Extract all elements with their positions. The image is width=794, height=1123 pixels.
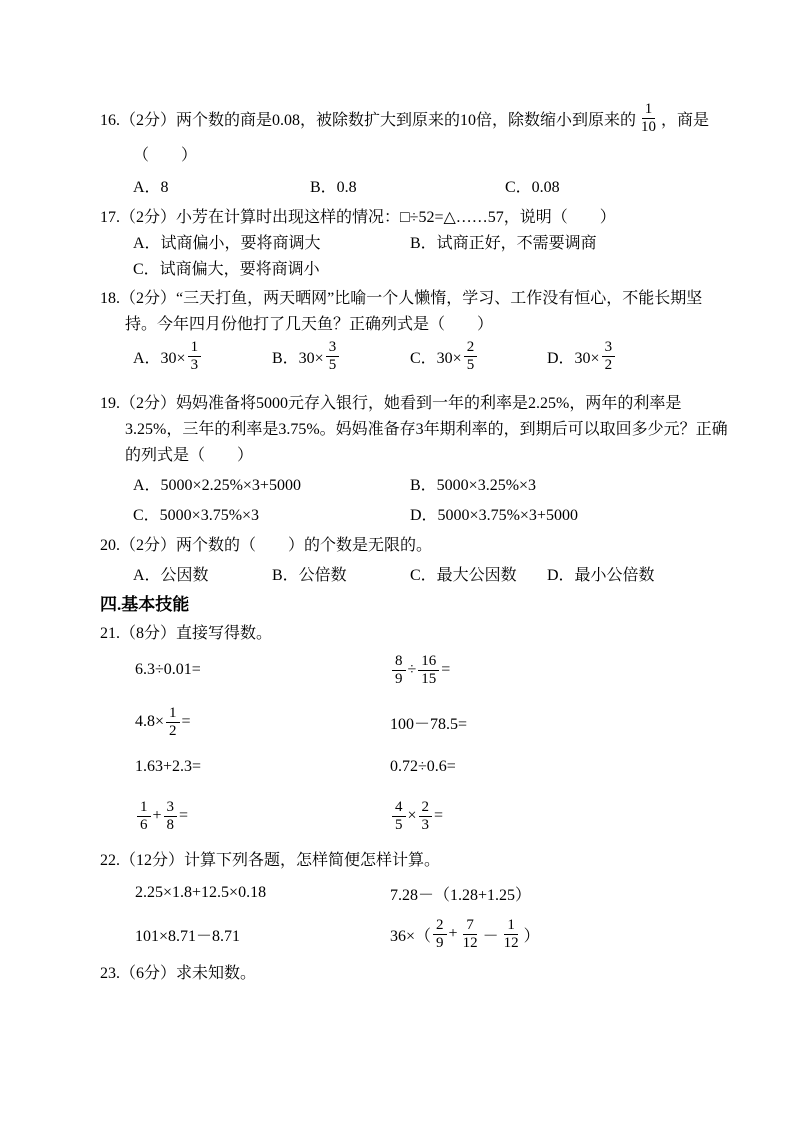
fraction-denominator: 5 <box>328 356 337 373</box>
text-run: 16.（2分）两个数的商是0.08，被除数扩大到原来的10倍，除数缩小到原来的 <box>100 111 637 129</box>
question-18-option-d <box>547 335 617 377</box>
text-run: C．最大公因数 <box>410 566 517 584</box>
calc-22-item-4 <box>390 912 540 956</box>
calc-21-item-3 <box>135 700 191 744</box>
text-run: D．最小公倍数 <box>547 566 655 584</box>
question-16-line-2 <box>133 140 197 166</box>
text-run: ，商是 <box>661 111 710 129</box>
text-run: B．5000×3.25%×3 <box>410 476 537 494</box>
text-run: － <box>482 927 499 945</box>
fraction-numerator: 3 <box>326 339 340 357</box>
calc-21-item-2 <box>390 648 450 692</box>
question-16-line-1 <box>100 98 709 138</box>
calc-22-item-3 <box>135 912 240 956</box>
calc-21-item-1 <box>135 648 201 692</box>
text-run: 4.8× <box>135 713 165 730</box>
text-run: 持。今年四月份他打了几天鱼？正确列式是（ ） <box>125 315 494 333</box>
question-18-option-b <box>272 335 341 377</box>
text-run: = <box>434 807 444 824</box>
calc-22-item-2 <box>390 878 531 908</box>
fraction-denominator: 15 <box>421 670 437 687</box>
text-run: B．公倍数 <box>272 566 347 584</box>
text-run: 3.25%，三年的利率是3.75%。妈妈准备存3年期利率的，到期后可以取回多少元？正确 <box>125 420 728 438</box>
section-heading-4 <box>100 589 189 615</box>
text-run: 22.（12分）计算下列各题，怎样简便怎样计算。 <box>100 851 441 869</box>
question-19-option-a <box>133 470 301 496</box>
fraction-numerator: 2 <box>464 339 478 357</box>
question-18-option-c <box>410 335 479 377</box>
fraction <box>602 339 616 373</box>
text-run: ） <box>523 927 540 945</box>
text-run: = <box>441 661 451 678</box>
text-run: = <box>181 713 191 730</box>
text-run: C．试商偏大，要将商调小 <box>133 260 320 278</box>
fraction-numerator: 1 <box>166 705 180 723</box>
fraction-denominator: 6 <box>140 816 148 833</box>
calc-21-item-8 <box>390 794 443 838</box>
text-run: 36×（ <box>390 927 432 945</box>
fraction-numerator: 1 <box>642 101 656 119</box>
text-run: D．5000×3.75%×3+5000 <box>410 506 578 524</box>
question-19-option-c <box>133 500 259 526</box>
text-run: 0.72÷0.6= <box>390 758 456 775</box>
calc-22-item-1 <box>135 878 266 908</box>
fraction-numerator: 1 <box>504 917 518 935</box>
calc-21-item-4 <box>390 700 467 744</box>
text-run: 6.3÷0.01= <box>135 661 201 678</box>
fraction-denominator: 2 <box>604 356 613 373</box>
fraction-denominator: 5 <box>395 816 403 833</box>
text-run: 101×8.71－8.71 <box>135 927 241 945</box>
fraction-denominator: 5 <box>466 356 475 373</box>
text-run: 7.28－（1.28+1.25） <box>390 886 532 904</box>
fraction-numerator: 1 <box>188 339 202 357</box>
question-19-option-b <box>410 470 536 496</box>
fraction-numerator: 2 <box>433 917 447 935</box>
fraction <box>164 799 178 833</box>
question-16-option-a <box>133 172 169 198</box>
text-run: + <box>152 807 162 824</box>
fraction <box>433 917 447 951</box>
question-16-option-c <box>505 172 560 198</box>
fraction-denominator: 12 <box>503 934 519 951</box>
fraction-denominator: 2 <box>169 722 177 739</box>
text-run: C．30× <box>410 349 462 367</box>
fraction <box>638 101 659 135</box>
fraction-numerator: 8 <box>392 653 406 671</box>
fraction <box>501 917 522 951</box>
text-run: ÷ <box>407 661 417 678</box>
text-run: B．0.8 <box>310 178 357 196</box>
fraction <box>188 339 202 373</box>
question-20-option-c <box>410 560 517 586</box>
question-19-line-3 <box>125 440 253 466</box>
question-20-option-a <box>133 560 209 586</box>
text-run: 18.（2分）“三天打鱼，两天晒网”比喻一个人懒惰，学习、工作没有恒心，不能长期坚 <box>100 289 703 307</box>
fraction-numerator: 7 <box>463 917 477 935</box>
fraction <box>166 705 180 739</box>
question-18-line-1 <box>100 283 702 309</box>
question-22-line-1 <box>100 845 440 871</box>
question-17-option-b <box>410 228 597 254</box>
fraction <box>418 653 439 687</box>
fraction-denominator: 9 <box>436 934 444 951</box>
text-run: D．30× <box>547 349 600 367</box>
text-run: 1.63+2.3= <box>135 758 202 775</box>
text-run: 2.25×1.8+12.5×0.18 <box>135 884 267 901</box>
fraction-numerator: 2 <box>419 799 433 817</box>
question-18-option-a <box>133 335 203 377</box>
fraction-numerator: 1 <box>137 799 151 817</box>
fraction <box>392 653 406 687</box>
fraction-denominator: 10 <box>641 118 657 135</box>
question-18-line-2 <box>125 309 493 335</box>
text-run: 23.（6分）求未知数。 <box>100 964 257 982</box>
text-run: B．试商正好，不需要调商 <box>410 234 597 252</box>
fraction <box>326 339 340 373</box>
fraction-denominator: 8 <box>166 816 175 833</box>
question-17-option-c <box>133 254 320 280</box>
text-run: 的列式是（ ） <box>125 446 254 464</box>
fraction-numerator: 4 <box>392 799 406 817</box>
question-19-line-1 <box>100 388 681 414</box>
calc-21-item-5 <box>135 752 201 782</box>
question-19-line-2 <box>125 414 728 440</box>
text-run: C．0.08 <box>505 178 560 196</box>
fraction-denominator: 9 <box>395 670 403 687</box>
calc-21-item-6 <box>390 752 456 782</box>
fraction <box>460 917 481 951</box>
text-run: A．8 <box>133 178 169 196</box>
text-run: 19.（2分）妈妈准备将5000元存入银行，她看到一年的利率是2.25%，两年的利率是 <box>100 394 682 412</box>
question-17-option-a <box>133 228 321 254</box>
calc-21-item-7 <box>135 794 188 838</box>
text-run: B．30× <box>272 349 324 367</box>
question-21-line-1 <box>100 618 272 644</box>
fraction-denominator: 3 <box>190 356 199 373</box>
question-16-option-b <box>310 172 357 198</box>
question-20-line-1 <box>100 530 432 556</box>
fraction <box>464 339 478 373</box>
question-20-option-b <box>272 560 347 586</box>
text-run: 17.（2分）小芳在计算时出现这样的情况：□÷52=△……57，说明（ ） <box>100 208 616 226</box>
fraction-numerator: 3 <box>602 339 616 357</box>
question-19-option-d <box>410 500 578 526</box>
text-run: = <box>179 807 189 824</box>
fraction <box>419 799 433 833</box>
fraction <box>392 799 406 833</box>
text-run: 四.基本技能 <box>100 594 190 614</box>
question-23-line-1 <box>100 958 256 984</box>
question-17-line-1 <box>100 202 616 228</box>
text-run: 20.（2分）两个数的（ ）的个数是无限的。 <box>100 536 433 554</box>
text-run: C．5000×3.75%×3 <box>133 506 260 524</box>
fraction <box>137 799 151 833</box>
fraction-denominator: 3 <box>421 816 430 833</box>
text-run: A．5000×2.25%×3+5000 <box>133 476 301 494</box>
text-run: A．30× <box>133 349 186 367</box>
text-run: + <box>448 925 458 942</box>
text-run: 21.（8分）直接写得数。 <box>100 624 273 642</box>
fraction-numerator: 3 <box>164 799 178 817</box>
fraction-denominator: 12 <box>462 934 478 951</box>
text-run: 100－78.5= <box>390 715 468 733</box>
text-run: A．试商偏小，要将商调大 <box>133 234 321 252</box>
text-run: × <box>407 807 417 824</box>
fraction-numerator: 16 <box>418 653 439 671</box>
text-run: A．公因数 <box>133 566 209 584</box>
text-run: （ ） <box>133 146 198 164</box>
question-20-option-d <box>547 560 655 586</box>
